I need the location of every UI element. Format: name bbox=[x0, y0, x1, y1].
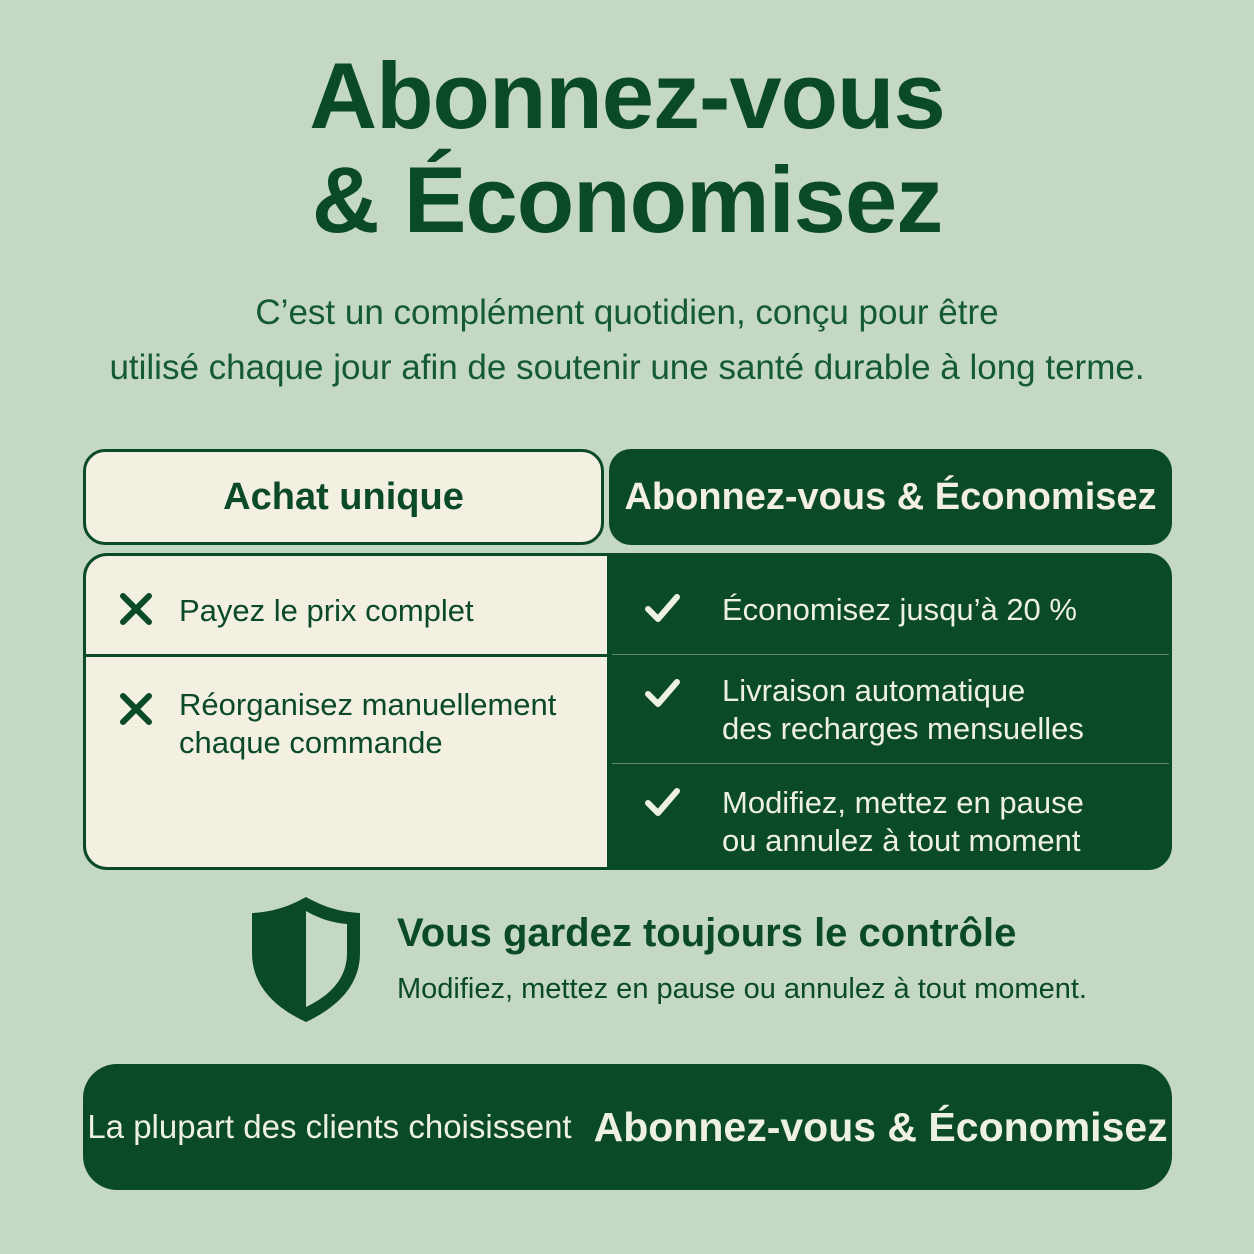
x-icon bbox=[116, 589, 156, 629]
check-icon bbox=[642, 588, 682, 628]
control-reassurance bbox=[248, 893, 1148, 1028]
subscribe-item-auto-delivery bbox=[612, 655, 1172, 763]
x-icon bbox=[116, 689, 156, 729]
subtitle-line-1: C’est un complément quotidien, conçu pour être bbox=[255, 293, 999, 332]
one-time-item-1-line-1: Payez le prix complet bbox=[179, 593, 474, 628]
bottom-banner[interactable] bbox=[83, 1064, 1172, 1190]
subscribe-item-2-line-2: des recharges mensuelles bbox=[722, 711, 1084, 746]
page-title bbox=[0, 44, 1254, 252]
title-line-2: & Économisez bbox=[311, 147, 943, 252]
check-icon bbox=[642, 673, 682, 713]
subscribe-item-flexibility bbox=[612, 764, 1172, 870]
one-time-item-2-line-1: Réorganisez manuellement bbox=[179, 687, 557, 722]
subscribe-column bbox=[612, 556, 1172, 867]
subscribe-item-1-line-1: Économisez jusqu’à 20 % bbox=[722, 592, 1077, 627]
reassurance-text: Modifiez, mettez en pause ou annulez à tout moment. bbox=[397, 973, 1087, 1005]
check-icon bbox=[642, 782, 682, 822]
subscribe-item-2-line-1: Livraison automatique bbox=[722, 673, 1026, 708]
subscribe-item-savings bbox=[612, 556, 1172, 654]
one-time-column bbox=[86, 556, 607, 867]
subscribe-and-save-header[interactable]: Abonnez-vous & Économisez bbox=[609, 449, 1172, 545]
one-time-item-full-price bbox=[86, 556, 607, 654]
banner-subscribe-text: Abonnez-vous & Économisez bbox=[593, 1103, 1168, 1150]
comparison-table bbox=[83, 553, 1172, 870]
subscribe-item-3-line-2: ou annulez à tout moment bbox=[722, 823, 1081, 858]
subtitle-line-2: utilisé chaque jour afin de soutenir une santé durable à long terme. bbox=[109, 348, 1145, 387]
one-time-item-manual-reorder bbox=[86, 657, 607, 870]
one-time-item-2-line-2: chaque commande bbox=[179, 725, 443, 760]
subscribe-item-3-line-1: Modifiez, mettez en pause bbox=[722, 785, 1084, 820]
subtitle bbox=[60, 285, 1194, 395]
title-line-1: Abonnez-vous bbox=[309, 43, 945, 148]
reassurance-title: Vous gardez toujours le contrôle bbox=[397, 911, 1017, 955]
one-time-purchase-header[interactable]: Achat unique bbox=[83, 449, 604, 545]
shield-icon bbox=[248, 893, 364, 1025]
banner-lead-text: La plupart des clients choisissent bbox=[87, 1108, 572, 1145]
